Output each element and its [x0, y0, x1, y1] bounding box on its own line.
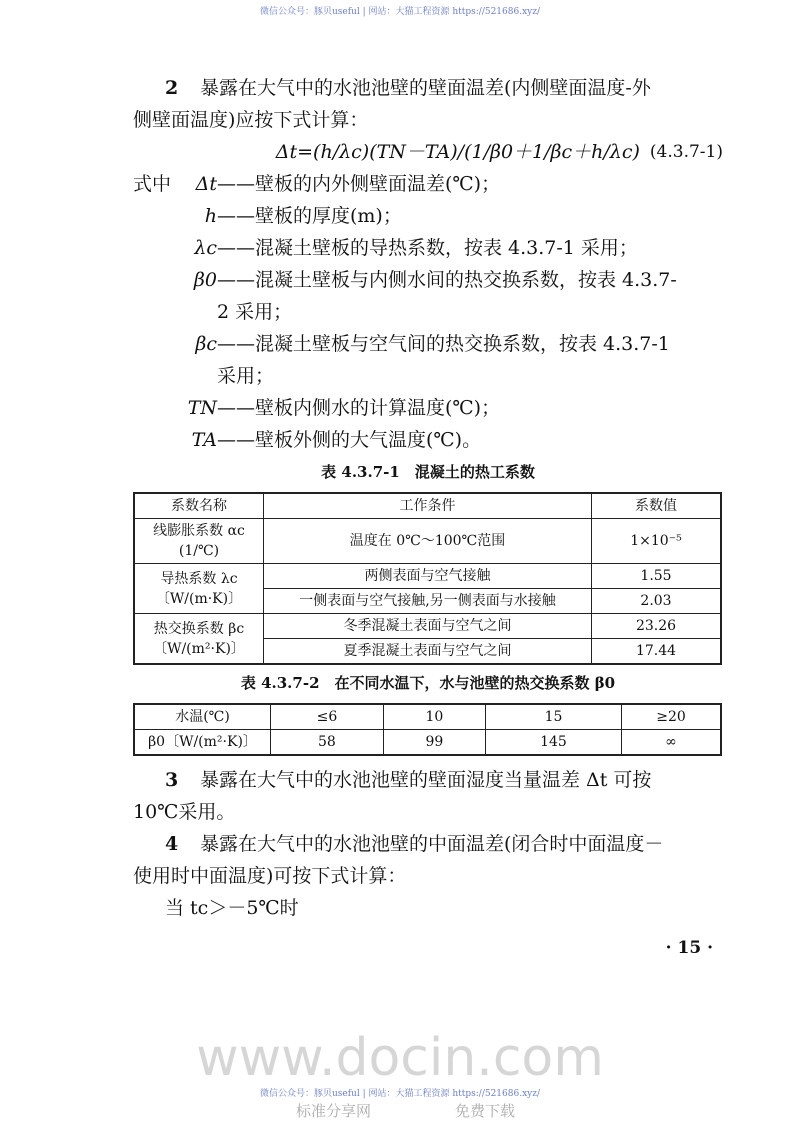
def-desc: ——壁板的厚度(m)；	[217, 205, 402, 227]
definition-row	[133, 236, 723, 260]
condition: 当 tc＞－5℃时	[165, 897, 299, 919]
cell: ∞	[622, 730, 722, 756]
value-cell: 17.44	[592, 639, 722, 665]
page-number: · 15 ·	[665, 938, 713, 958]
formula-number: (4.3.7-1)	[649, 142, 723, 162]
value-cell: 23.26	[592, 614, 722, 639]
header-cell: 系数值	[592, 493, 722, 519]
cell: 10	[383, 704, 485, 730]
header-cell: 工作条件	[264, 493, 592, 519]
coef-name: 线膨胀系数 αc	[153, 523, 245, 539]
para4-number: 4	[165, 833, 179, 855]
def-symbol: TN	[187, 397, 217, 419]
para2-line2: 侧壁面温度)应按下式计算：	[133, 109, 369, 131]
formula: Δt=(h/λc)(TN－TA)/(1/β0＋1/βc＋h/λc)	[275, 141, 640, 163]
def-desc: ——混凝土壁板的导热系数，按表 4.3.7-1 采用；	[217, 237, 638, 259]
formula-line	[133, 140, 723, 164]
coef-name: 热交换系数 βc	[153, 620, 245, 637]
def-desc: ——壁板外侧的大气温度(℃)。	[217, 429, 482, 451]
header-cell: 系数名称	[134, 493, 264, 519]
coef-name-cell	[134, 519, 264, 564]
page-body	[133, 76, 723, 960]
def-desc: ——壁板的内外侧壁面温差(℃)；	[217, 173, 501, 195]
def-desc-cont: 采用；	[217, 365, 275, 387]
footer-right: 免费下载	[455, 1102, 516, 1120]
definition-row	[133, 268, 723, 324]
def-symbol: λc	[194, 237, 217, 259]
para3-number: 3	[165, 769, 179, 791]
condition-cell: 夏季混凝土表面与空气之间	[264, 639, 592, 665]
def-desc-cont: 2 采用；	[217, 301, 293, 323]
def-symbol: Δt	[195, 173, 217, 195]
condition-cell: 温度在 0℃～100℃范围	[264, 519, 592, 564]
definition-row	[133, 204, 723, 228]
value-cell: 2.03	[592, 589, 722, 614]
cell: 99	[383, 730, 485, 756]
footer-left: 标准分享网	[296, 1102, 372, 1120]
def-symbol: β0	[193, 269, 217, 291]
def-symbol: βc	[195, 333, 217, 355]
coef-name: 导热系数 λc	[160, 570, 238, 587]
heat-exchange-table	[133, 703, 722, 756]
para4-line1: 暴露在大气中的水池池壁的中面温差(闭合时中面温度－	[200, 833, 664, 855]
def-desc: ——壁板内侧水的计算温度(℃)；	[217, 397, 501, 419]
para3-line2: 10℃采用。	[133, 801, 236, 823]
row-label: 水温(℃)	[134, 704, 271, 730]
condition-cell: 两侧表面与空气接触	[264, 564, 592, 589]
cell: 145	[485, 730, 621, 756]
def-symbol: h	[204, 205, 217, 227]
para4-line2: 使用时中面温度)可按下式计算：	[133, 865, 407, 887]
cell: ≤6	[271, 704, 384, 730]
condition-cell: 冬季混凝土表面与空气之间	[264, 614, 592, 639]
para2-line1: 暴露在大气中的水池池壁的壁面温差(内侧壁面温度-外	[200, 77, 651, 99]
definition-row	[133, 428, 723, 452]
where-label: 式中	[133, 173, 172, 195]
def-desc: ——混凝土壁板与内侧水间的热交换系数，按表 4.3.7-	[217, 269, 677, 291]
para2-number: 2	[165, 77, 179, 99]
coef-unit: 〔W/(m²·K)〕	[153, 640, 245, 657]
coef-name-cell	[134, 564, 264, 614]
value-cell: 1.55	[592, 564, 722, 589]
bottom-watermark: 微信公众号：豚贝useful | 网站：大猫工程资源 https://521686.xyz/	[259, 1089, 541, 1099]
row-label: β0〔W/(m²·K)〕	[134, 730, 271, 756]
definition-row	[133, 332, 723, 388]
condition-cell: 一侧表面与空气接触,另一侧表面与水接触	[264, 589, 592, 614]
site-watermark: www.docin.com	[196, 1028, 604, 1088]
table2-caption: 表 4.3.7-2 在不同水温下，水与池壁的热交换系数 β0	[240, 674, 616, 692]
definition-row	[133, 172, 723, 196]
cell: 58	[271, 730, 384, 756]
para4-first-line	[133, 832, 723, 856]
definition-row	[133, 396, 723, 420]
coef-name-cell	[134, 614, 264, 665]
value-cell: 1×10⁻⁵	[592, 519, 722, 564]
coef-unit: 〔W/(m·K)〕	[155, 590, 243, 607]
def-desc: ——混凝土壁板与空气间的热交换系数，按表 4.3.7-1	[217, 333, 670, 355]
para3-first-line	[133, 768, 723, 792]
coef-unit: (1/℃)	[178, 543, 220, 559]
para3-line1: 暴露在大气中的水池池壁的壁面湿度当量温差 Δt 可按	[200, 769, 652, 791]
cell: ≥20	[622, 704, 722, 730]
def-symbol: TA	[191, 429, 217, 451]
top-watermark: 微信公众号：豚贝useful | 网站：大猫工程资源 https://521686.xyz/	[259, 7, 541, 17]
table1-caption: 表 4.3.7-1 混凝土的热工系数	[321, 463, 535, 481]
cell: 15	[485, 704, 621, 730]
para2-first-line	[133, 76, 723, 100]
thermal-coefficient-table	[133, 492, 722, 665]
